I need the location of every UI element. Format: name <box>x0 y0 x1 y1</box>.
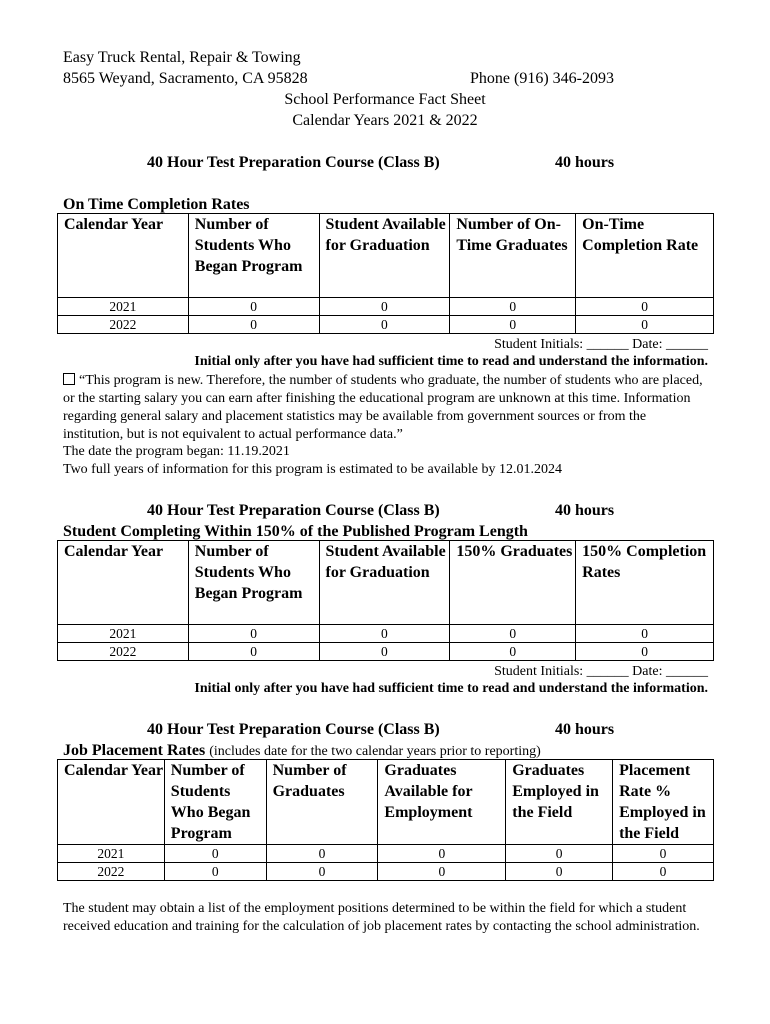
col-employed: Graduates Employed in the Field <box>506 760 613 845</box>
initials-note-1: Initial only after you have had sufficient time to read and understand the information. <box>194 354 708 369</box>
cell: 0 <box>450 316 576 334</box>
table-row <box>58 845 714 863</box>
col-available-employment: Graduates Available for Employment <box>378 760 506 845</box>
course-hours-3: 40 hours <box>555 721 615 738</box>
cell: 0 <box>266 863 378 881</box>
cell: 0 <box>450 643 576 661</box>
completion-150-table <box>57 540 714 661</box>
col-began: Number of Students Who Began Program <box>188 541 319 625</box>
cell: 0 <box>378 863 506 881</box>
job-placement-table <box>57 759 714 881</box>
cell: 0 <box>319 625 450 643</box>
company-name: Easy Truck Rental, Repair & Towing <box>63 49 301 66</box>
cell: 0 <box>188 643 319 661</box>
cell: 2022 <box>58 316 189 334</box>
company-address: 8565 Weyand, Sacramento, CA 95828 <box>63 70 308 87</box>
table-row <box>58 298 714 316</box>
program-began: The date the program began: 11.19.2021 <box>63 444 290 459</box>
cell: 0 <box>188 625 319 643</box>
col-rate: On-Time Completion Rate <box>576 214 714 298</box>
cell: 0 <box>613 863 714 881</box>
cell: 0 <box>319 643 450 661</box>
course-hours-1: 40 hours <box>555 154 615 171</box>
col-available: Student Available for Graduation <box>319 541 450 625</box>
cell: 2021 <box>58 845 165 863</box>
disclaimer-paragraph <box>63 372 708 444</box>
cell: 0 <box>188 298 319 316</box>
section3-title: Job Placement Rates <box>63 742 206 759</box>
cell: 2022 <box>58 863 165 881</box>
col-graduates: Number of On-Time Graduates <box>450 214 576 298</box>
checkbox-icon <box>63 373 75 385</box>
col-calendar-year: Calendar Year <box>58 541 189 625</box>
col-available: Student Available for Graduation <box>319 214 450 298</box>
doc-years: Calendar Years 2021 & 2022 <box>292 112 478 129</box>
disclaimer-text: “This program is new. Therefore, the number of students who graduate, the number of students who are placed, or the starting salary you can earn after finishing the educational program are unknown at this time. Information regarding general salary and placement statistics may be available from government sources or from the institution, but is not equivalent to actual performance data.” <box>63 373 703 442</box>
cell: 0 <box>450 298 576 316</box>
col-150-graduates: 150% Graduates <box>450 541 576 625</box>
initials-line-1: Student Initials: ______ Date: ______ <box>494 337 708 352</box>
table-row <box>58 625 714 643</box>
table-header-row <box>58 541 714 625</box>
section2-title: Student Completing Within 150% of the Published Program Length <box>63 523 528 540</box>
col-began: Number of Students Who Began Program <box>188 214 319 298</box>
cell: 0 <box>450 625 576 643</box>
cell: 2022 <box>58 643 189 661</box>
cell: 0 <box>576 643 714 661</box>
cell: 0 <box>613 845 714 863</box>
footer-note: The student may obtain a list of the employment positions determined to be within the field for which a student received education and training for the calculation of job placement rates by contacting the school administration. <box>63 901 700 934</box>
info-available: Two full years of information for this program is estimated to be available by 12.01.2024 <box>63 462 563 477</box>
section3-heading <box>63 740 541 761</box>
col-graduates: Number of Graduates <box>266 760 378 845</box>
table-row <box>58 643 714 661</box>
course-name-1: 40 Hour Test Preparation Course (Class B) <box>147 154 440 171</box>
cell: 0 <box>576 625 714 643</box>
cell: 2021 <box>58 298 189 316</box>
cell: 0 <box>164 845 266 863</box>
course-hours-2: 40 hours <box>555 502 615 519</box>
course-name-2: 40 Hour Test Preparation Course (Class B) <box>147 502 440 519</box>
col-placement-rate: Placement Rate % Employed in the Field <box>613 760 714 845</box>
initials-note-2: Initial only after you have had sufficient time to read and understand the information. <box>194 681 708 696</box>
on-time-table <box>57 213 714 334</box>
cell: 0 <box>188 316 319 334</box>
section3-subtitle: (includes date for the two calendar years prior to reporting) <box>209 744 541 759</box>
col-began: Number of Students Who Began Program <box>164 760 266 845</box>
table-row <box>58 863 714 881</box>
cell: 2021 <box>58 625 189 643</box>
cell: 0 <box>576 298 714 316</box>
table-header-row <box>58 760 714 845</box>
col-calendar-year: Calendar Year <box>58 760 165 845</box>
cell: 0 <box>576 316 714 334</box>
table-row <box>58 316 714 334</box>
initials-line-2: Student Initials: ______ Date: ______ <box>494 664 708 679</box>
table-header-row <box>58 214 714 298</box>
course-name-3: 40 Hour Test Preparation Course (Class B) <box>147 721 440 738</box>
cell: 0 <box>506 845 613 863</box>
cell: 0 <box>506 863 613 881</box>
cell: 0 <box>266 845 378 863</box>
col-150-rate: 150% Completion Rates <box>576 541 714 625</box>
cell: 0 <box>319 316 450 334</box>
doc-title: School Performance Fact Sheet <box>284 91 486 108</box>
cell: 0 <box>164 863 266 881</box>
cell: 0 <box>378 845 506 863</box>
cell: 0 <box>319 298 450 316</box>
col-calendar-year: Calendar Year <box>58 214 189 298</box>
section1-title: On Time Completion Rates <box>63 196 250 213</box>
company-phone: Phone (916) 346-2093 <box>470 70 614 87</box>
